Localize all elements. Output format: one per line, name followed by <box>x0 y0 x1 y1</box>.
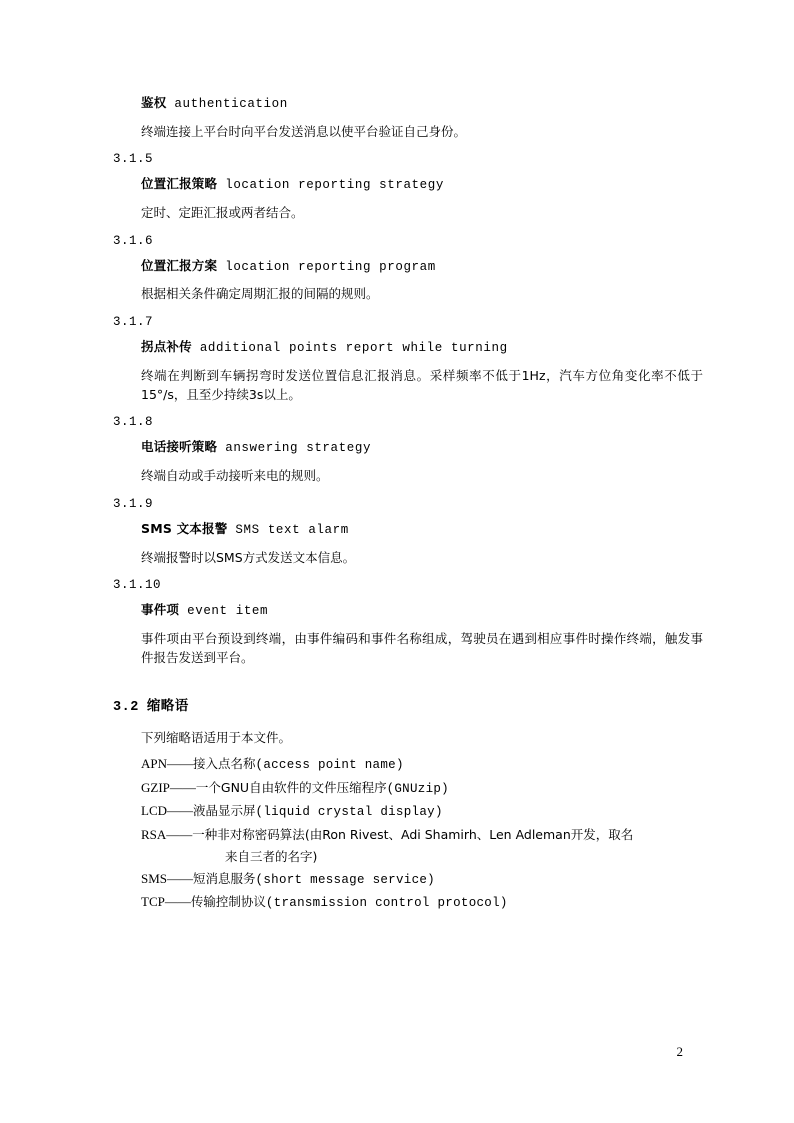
abbreviation-value-en: (由Ron Rivest、Adi Shamirh、Len Adleman开发，取名 <box>304 826 634 842</box>
term-english: answering strategy <box>225 441 372 456</box>
clause-number: 3.1.10 <box>113 577 162 592</box>
abbreviation-key: RSA—— <box>141 826 193 842</box>
abbreviation-value-en: (liquid crystal display) <box>255 805 443 820</box>
term-chinese: 拐点补传 <box>141 338 192 354</box>
term-definition: 定时、定距汇报或两者结合。 <box>141 205 304 221</box>
abbreviation-list <box>141 753 683 914</box>
list-item <box>141 753 683 777</box>
abbreviation-value-cn: 短消息服务 <box>193 870 256 886</box>
term-line <box>141 521 683 539</box>
term-chinese: SMS 文本报警 <box>141 520 228 536</box>
term-line <box>141 95 683 113</box>
term-definition: 终端连接上平台时向平台发送消息以使平台验证自己身份。 <box>141 123 467 139</box>
clause-number: 3.1.9 <box>113 496 154 511</box>
abbreviation-value-cn: 一种非对称密码算法 <box>192 826 305 842</box>
clause-number: 3.1.8 <box>113 415 154 430</box>
abbreviation-value-en: (GNUzip) <box>386 781 449 796</box>
abbreviation-key: APN—— <box>141 756 194 772</box>
term-chinese: 电话接听策略 <box>141 439 218 455</box>
term-english: location reporting program <box>225 259 436 274</box>
term-chinese: 事件项 <box>141 601 180 617</box>
term-chinese: 鉴权 <box>141 95 167 110</box>
section-number: 3.2 <box>113 699 139 715</box>
list-item <box>141 777 683 801</box>
term-definition: 终端在判断到车辆拐弯时发送位置信息汇报消息。采样频率不低于1Hz，汽车方位角变化率不低于15°/s，且至少持续3s以上。 <box>141 367 703 402</box>
term-line <box>141 602 683 620</box>
clause-number: 3.1.7 <box>113 314 154 329</box>
term-english: event item <box>187 603 269 618</box>
term-chinese: 位置汇报策略 <box>141 176 218 192</box>
abbreviation-value <box>193 868 435 892</box>
list-item <box>141 824 683 868</box>
term-english: location reporting strategy <box>225 178 444 193</box>
abbreviation-value-en: (transmission control protocol) <box>265 896 508 911</box>
abbreviation-value <box>193 753 404 777</box>
abbreviation-key: SMS—— <box>141 870 194 886</box>
section-title: 缩略语 <box>146 697 189 714</box>
term-definition: 根据相关条件确定周期汇报的间隔的规则。 <box>141 286 379 302</box>
abbreviation-value <box>196 777 449 801</box>
term-english: SMS text alarm <box>235 522 349 537</box>
abbreviation-value-cn: 一个GNU自由软件的文件压缩程序 <box>195 779 387 795</box>
clause-number: 3.1.6 <box>113 233 154 248</box>
page-number: 2 <box>676 1044 683 1059</box>
abbreviation-key: TCP—— <box>141 894 191 910</box>
list-item <box>141 868 683 892</box>
term-english: additional points report while turning <box>199 340 508 355</box>
abbreviation-value-cn: 接入点名称 <box>193 756 256 772</box>
section-intro: 下列缩略语适用于本文件。 <box>141 729 292 745</box>
abbreviation-value-cn: 传输控制协议 <box>190 894 266 910</box>
list-item <box>141 800 683 824</box>
section-heading <box>113 694 683 715</box>
term-line <box>141 258 683 276</box>
term-english: authentication <box>174 97 288 111</box>
term-line <box>141 439 683 457</box>
term-definition: 事件项由平台预设到终端，由事件编码和事件名称组成，驾驶员在遇到相应事件时操作终端，触发事件报告发送到平台。 <box>141 630 703 666</box>
page-content <box>113 86 703 915</box>
term-line <box>141 339 683 357</box>
abbreviation-value <box>191 891 508 915</box>
term-line <box>141 176 683 194</box>
abbreviation-key: GZIP—— <box>141 779 196 795</box>
list-item <box>141 891 683 915</box>
abbreviation-key: LCD—— <box>141 803 193 819</box>
abbreviation-value-en: (short message service) <box>255 872 435 887</box>
term-definition: 终端自动或手动接听来电的规则。 <box>141 468 329 484</box>
clause-number: 3.1.5 <box>113 152 154 167</box>
abbreviation-value-cn: 液晶显示屏 <box>193 803 256 819</box>
abbreviation-value-continuation: 来自三者的名字) <box>225 849 318 865</box>
abbreviation-value <box>193 800 443 824</box>
term-definition: 终端报警时以SMS方式发送文本信息。 <box>141 549 356 565</box>
abbreviation-value-en: (access point name) <box>255 758 404 773</box>
abbreviation-value <box>192 827 633 842</box>
term-chinese: 位置汇报方案 <box>141 257 218 273</box>
